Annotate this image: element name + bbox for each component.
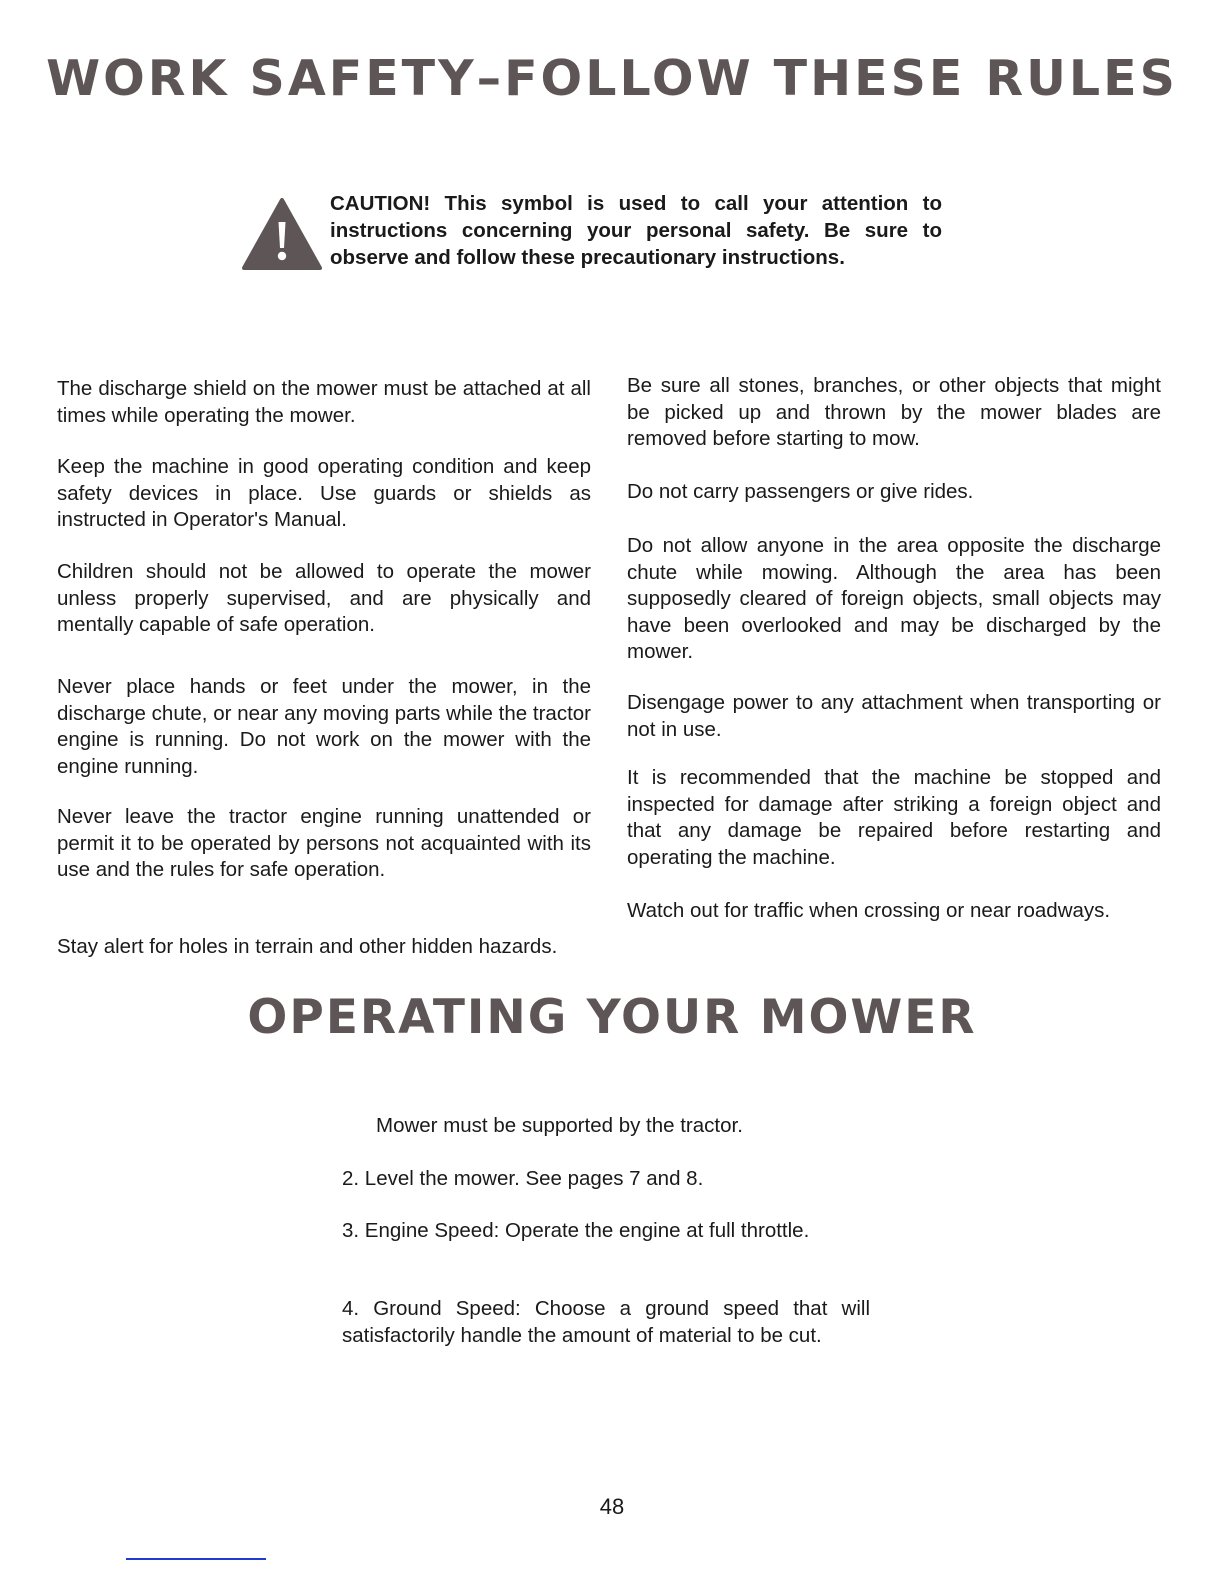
- rule-item: Stay alert for holes in terrain and other hidden hazards.: [57, 935, 558, 958]
- rule-item: Keep the machine in good operating condition and keep safety devices in place. Use guards or shields as instructed in Operator's Manual.: [57, 455, 591, 531]
- step-item: 3. Engine Speed: Operate the engine at full throttle.: [342, 1219, 810, 1242]
- step-item: 4. Ground Speed: Choose a ground speed that will satisfactorily handle the amount of material to be cut.: [342, 1297, 870, 1347]
- rule-item: Do not allow anyone in the area opposite the discharge chute while mowing. Although the area has been supposedly cleared of foreign objects, small objects may have been overlooked and may be discharged by the mower.: [627, 534, 1161, 663]
- warning-triangle-icon: [242, 198, 322, 270]
- step-item: Mower must be supported by the tractor.: [376, 1114, 743, 1137]
- rule-item: It is recommended that the machine be stopped and inspected for damage after striking a foreign object and that any damage be repaired before restarting and operating the machine.: [627, 766, 1161, 869]
- section-title: OPERATING YOUR MOWER: [247, 990, 977, 1045]
- rule-item: Never place hands or feet under the mower, in the discharge chute, or near any moving parts while the tractor engine is running. Do not work on the mower with the engine running.: [57, 675, 591, 778]
- rule-item: Never leave the tractor engine running unattended or permit it to be operated by persons not acquainted with its use and the rules for safe operation.: [57, 805, 591, 881]
- caution-text: CAUTION! This symbol is used to call your attention to instructions concerning your personal safety. Be sure to observe and follow these precautionary instructions.: [330, 192, 942, 269]
- page-number: 48: [599, 1494, 625, 1519]
- rule-item: Disengage power to any attachment when transporting or not in use.: [627, 691, 1161, 741]
- rule-item: The discharge shield on the mower must be attached at all times while operating the mower.: [57, 377, 591, 427]
- page-title: WORK SAFETY–FOLLOW THESE RULES: [46, 50, 1178, 107]
- step-item: 2. Level the mower. See pages 7 and 8.: [342, 1167, 704, 1190]
- rule-item: Watch out for traffic when crossing or near roadways.: [627, 899, 1111, 922]
- footer-rule: [126, 1558, 266, 1560]
- rule-item: Children should not be allowed to operate the mower unless properly supervised, and are physically and mentally capable of safe operation.: [57, 560, 591, 636]
- rule-item: Be sure all stones, branches, or other objects that might be picked up and thrown by the mower blades are removed before starting to mow.: [627, 374, 1161, 450]
- rule-item: Do not carry passengers or give rides.: [627, 480, 974, 503]
- caution-notice: [242, 190, 942, 280]
